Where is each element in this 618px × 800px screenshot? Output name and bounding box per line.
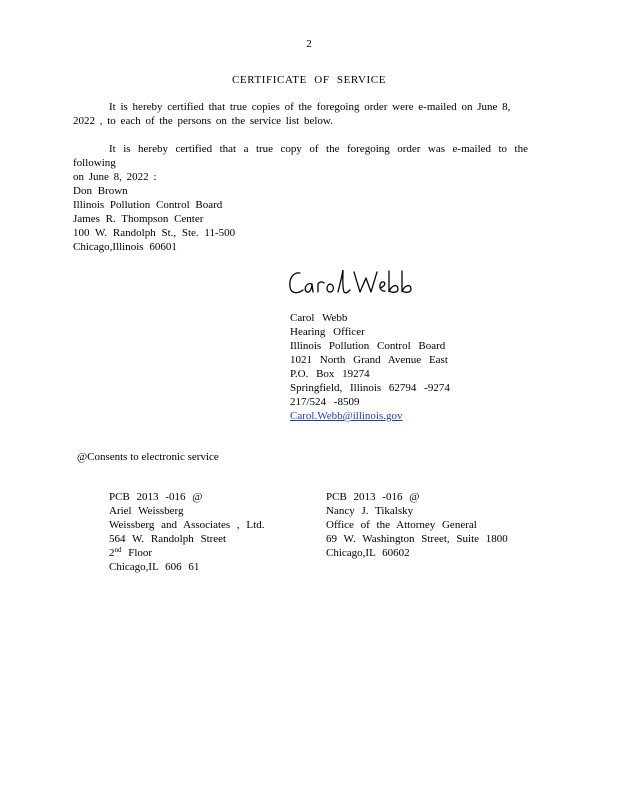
service-entry-1: [109, 490, 264, 574]
signer-pobox: P.O. Box 19274: [290, 368, 370, 380]
paragraph-2-line-2: on June 8, 2022 :: [73, 171, 157, 183]
service-1-org: Weissberg and Associates , Ltd.: [109, 519, 265, 531]
recipient-org: Illinois Pollution Control Board: [73, 199, 223, 211]
service-1-floor-num: 2: [109, 547, 115, 559]
signer-street: 1021 North Grand Avenue East: [290, 354, 448, 366]
recipient-address: [73, 184, 235, 254]
service-2-street: 69 W. Washington Street, Suite 1800: [326, 533, 508, 545]
paragraph-1: [73, 100, 528, 128]
service-1-name: Ariel Weissberg: [109, 505, 184, 517]
page-number: 2: [306, 38, 312, 50]
service-2-city: Chicago,IL 60602: [326, 547, 410, 559]
recipient-street: 100 W. Randolph St., Ste. 11-500: [73, 227, 236, 239]
service-1-case: PCB 2013 -016 @: [109, 491, 203, 503]
service-1-city: Chicago,IL 606 61: [109, 561, 200, 573]
recipient-building: James R. Thompson Center: [73, 213, 204, 225]
paragraph-2-line-1: It is hereby certified that a true copy of the foregoing order was e-mailed to the following: [73, 143, 528, 169]
service-1-floor-sup: nd: [114, 546, 122, 554]
signer-phone: 217/524 -8509: [290, 396, 360, 408]
signer-city: Springfield, Illinois 62794 -9274: [290, 382, 450, 394]
paragraph-1-line-1: It is hereby certified that true copies of the foregoing order were e-mailed on June 8,: [109, 101, 511, 113]
handwritten-signature: [288, 268, 418, 300]
recipient-city: Chicago,Illinois 60601: [73, 241, 177, 253]
service-entry-2: [326, 490, 508, 560]
consents-note: @Consents to electronic service: [77, 451, 219, 463]
service-1-street: 564 W. Randolph Street: [109, 533, 227, 545]
signer-name: Carol Webb: [290, 312, 348, 324]
service-2-case: PCB 2013 -016 @: [326, 491, 420, 503]
signer-title: Hearing Officer: [290, 326, 365, 338]
service-1-floor: [109, 546, 264, 560]
signer-org: Illinois Pollution Control Board: [290, 340, 446, 352]
service-2-org: Office of the Attorney General: [326, 519, 477, 531]
recipient-name: Don Brown: [73, 185, 128, 197]
certificate-title: CERTIFICATE OF SERVICE: [231, 74, 387, 86]
signer-email-link[interactable]: Carol.Webb@illinois.gov: [290, 410, 403, 422]
signer-block: [290, 311, 450, 423]
paragraph-1-line-2: 2022 , to each of the persons on the service list below.: [73, 115, 333, 127]
service-2-name: Nancy J. Tikalsky: [326, 505, 414, 517]
service-1-floor-word: Floor: [121, 547, 153, 559]
paragraph-2: [73, 142, 528, 184]
